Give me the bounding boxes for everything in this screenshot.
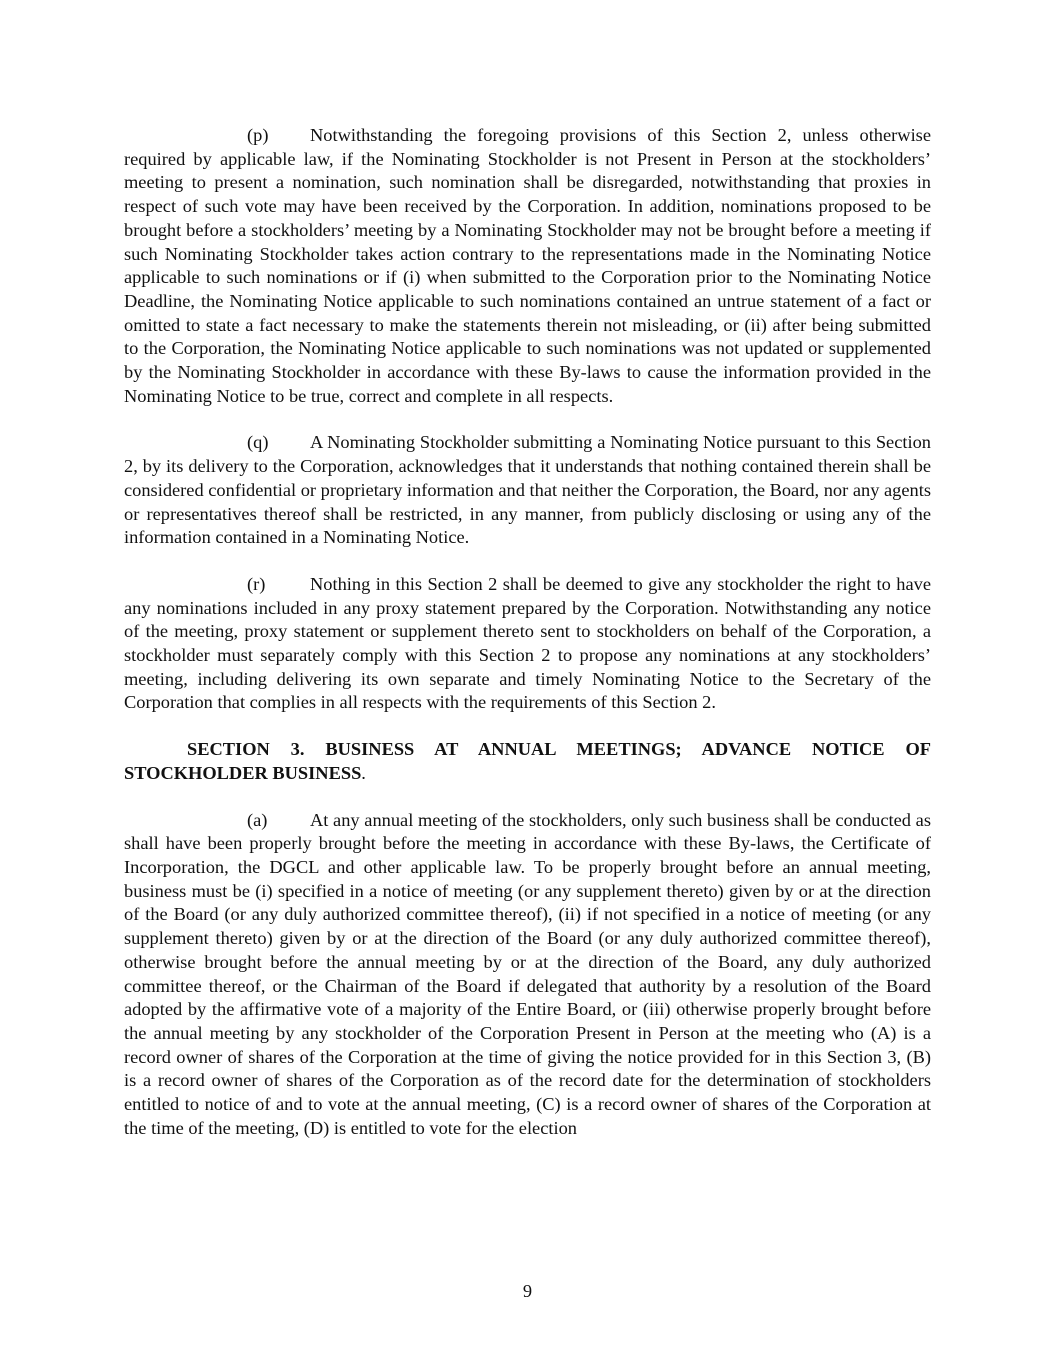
- paragraph-marker: (r): [247, 573, 266, 594]
- paragraph-p: [124, 124, 931, 408]
- paragraph-marker: (p): [247, 125, 269, 145]
- page-number: 9: [522, 1281, 533, 1301]
- paragraph-text: At any annual meeting of the stockholders, only such business shall be conducted as shall have been properly brought before the meeting in accordance with these By-laws, the Certificate of Incorporation, the DGCL and other applicable law. To be properly brought before an annual meeting, business must be (i) specified in a notice of meeting (or any supplement thereto) given by or at the direction of the Board (or any duly authorized committee thereof), (ii) if not specified in a notice of meeting (or any supplement thereto) given by or at the direction of the Board (or any duly authorized committee thereof), otherwise brought before the annual meeting by or at the direction of the Board, any duly authorized committee thereof, or the Chairman of the Board if delegated that authority by a resolution of the Board adopted by the affirmative vote of a majority of the Entire Board, or (iii) otherwise properly brought before the annual meeting by any stockholder of the Corporation Present in Person at the meeting who (A) is a record owner of shares of the Corporation at the time of giving the notice provided for in this Section 3, (B) is a record owner of shares of the Corporation as of the record date for the determination of stockholders entitled to notice of and to vote at the annual meeting, (C) is a record owner of shares of the Corporation at the time of the meeting, (D) is entitled to vote for the election: [124, 809, 931, 1138]
- paragraph-marker: (q): [247, 432, 269, 453]
- section-heading-period: .: [361, 762, 366, 783]
- section-heading: [124, 738, 931, 785]
- paragraph-text: Nothing in this Section 2 shall be deemed to give any stockholder the right to have any nominations included in any proxy statement prepared by the Corporation. Notwithstanding any notice of the meeting, proxy statement or supplement thereto sent to stockholders on behalf of the Corporation, a stockholder must separately comply with this Section 2 to propose any nominations at any stockholders’ meeting, including delivering its own separate and timely Nominating Notice to the Secretary of the Corporation that complies in all respects with the requirements of this Section 2.: [124, 573, 931, 713]
- document-body: [124, 124, 931, 1163]
- paragraph-q: [124, 431, 931, 550]
- section-heading-title: SECTION 3. BUSINESS AT ANNUAL MEETINGS; ADVANCE NOTICE OF STOCKHOLDER BUSINESS: [124, 739, 931, 783]
- paragraph-a: [124, 809, 931, 1141]
- paragraph-marker: (a): [247, 809, 268, 830]
- paragraph-r: [124, 573, 931, 715]
- paragraph-text: A Nominating Stockholder submitting a Nominating Notice pursuant to this Section 2, by its delivery to the Corporation, acknowledges that it understands that nothing contained therein shall be considered confidential or proprietary information and that neither the Corporation, the Board, nor any agents or representatives thereof shall be restricted, in any manner, from publicly disclosing or using any of the information contained in a Nominating Notice.: [124, 432, 931, 548]
- paragraph-text: Notwithstanding the foregoing provisions of this Section 2, unless otherwise required by applicable law, if the Nominating Stockholder is not Present in Person at the stockholders’ meeting to present a nomination, such nomination shall be disregarded, notwithstanding that proxies in respect of such vote may have been received by the Corporation. In addition, nominations proposed to be brought before a stockholders’ meeting by a Nominating Stockholder may not be brought before a meeting if such Nominating Stockholder takes action contrary to the representations made in the Nominating Notice applicable to such nominations or if (i) when submitted to the Corporation prior to the Nominating Notice Deadline, the Nominating Notice applicable to such nominations contained an untrue statement of a fact or omitted to state a fact necessary to make the statements therein not misleading, or (ii) after being submitted to the Corporation, the Nominating Notice applicable to such nominations was not updated or supplemented by the Nominating Stockholder in accordance with these By-laws to cause the information provided in the Nominating Notice to be true, correct and complete in all respects.: [124, 125, 931, 406]
